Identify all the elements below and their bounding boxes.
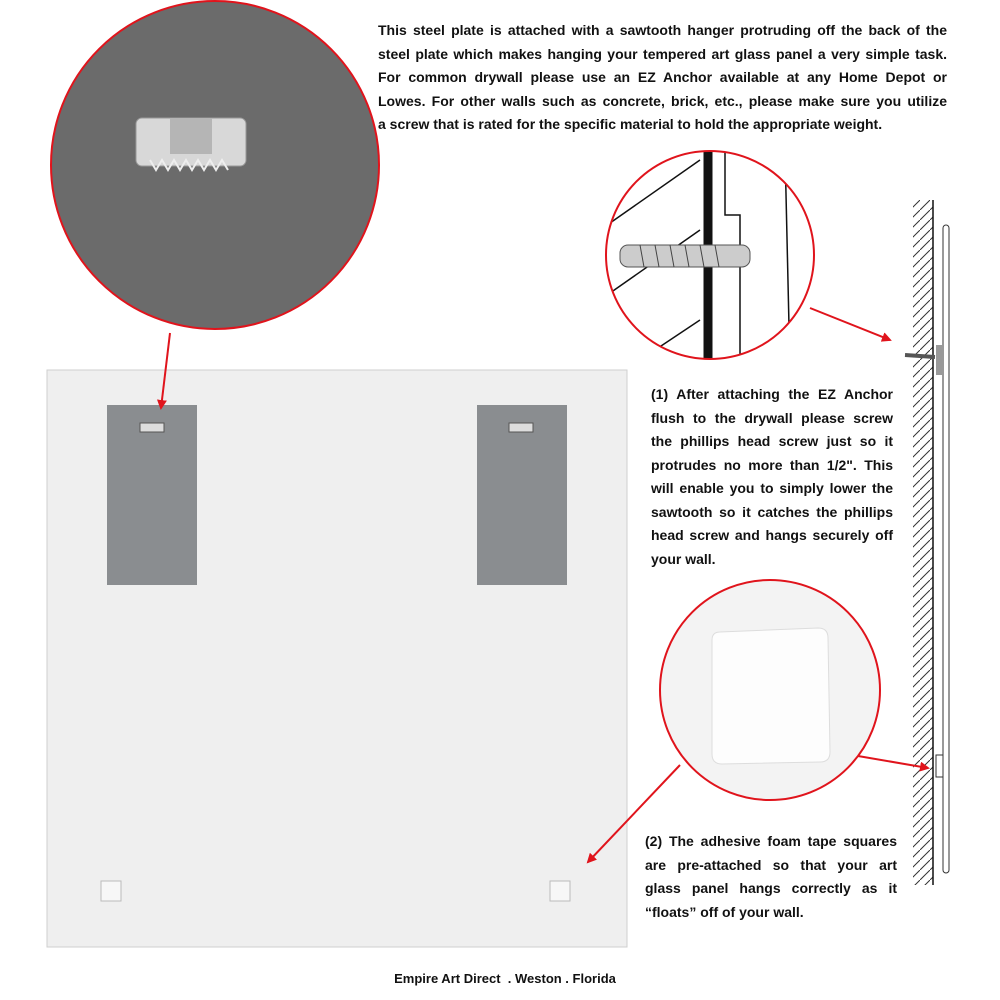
step1-line: (1) After attaching the EZ Anchor	[651, 386, 893, 402]
step1-line: sawtooth so it catches the phillips	[651, 503, 893, 520]
step2-text	[645, 830, 897, 924]
sawtooth-hanger-left	[140, 423, 164, 432]
step1-line: protrudes no more than 1/2". This	[651, 456, 893, 473]
foam-square-left	[101, 881, 121, 901]
step2-line: (2) The adhesive foam tape squares	[645, 833, 897, 849]
step1-line: your wall.	[651, 550, 716, 567]
foam-square-right	[550, 881, 570, 901]
intro-text	[378, 19, 947, 137]
step1-line: head screw and hangs securely off	[651, 527, 893, 543]
step2-line: glass panel hangs correctly as it	[645, 880, 897, 896]
sawtooth-hanger-right	[509, 423, 533, 432]
intro-line: For common drywall please use an EZ Anchor available at any Home Depot or	[378, 69, 947, 85]
wall-side-view	[905, 200, 949, 885]
intro-line: steel plate which makes hanging your tempered art glass panel a very simple task.	[378, 45, 947, 62]
arrow-to-anchor	[810, 308, 890, 340]
intro-line: Lowes. For other walls such as concrete, brick, etc., please make sure you utilize	[378, 92, 947, 109]
intro-line: a screw that is rated for the specific material to hold the appropriate weight.	[378, 116, 883, 132]
footer-company: Empire Art Direct . Weston . Florida	[394, 971, 616, 986]
step1-line: will enable you to simply lower the	[651, 480, 893, 496]
step1-line: the phillips head screw just so it	[651, 433, 893, 449]
glass-panel-back	[47, 370, 627, 947]
step1-line: flush to the drywall please screw	[651, 409, 893, 426]
step2-line: are pre-attached so that your art	[645, 856, 897, 873]
sawtooth-closeup	[51, 1, 379, 329]
step2-line: “floats” off of your wall.	[645, 903, 804, 920]
anchor-closeup	[600, 150, 814, 370]
step1-text	[651, 383, 893, 571]
foam-closeup	[660, 580, 880, 800]
intro-line: This steel plate is attached with a sawtooth hanger protruding off the back of the	[378, 22, 947, 38]
